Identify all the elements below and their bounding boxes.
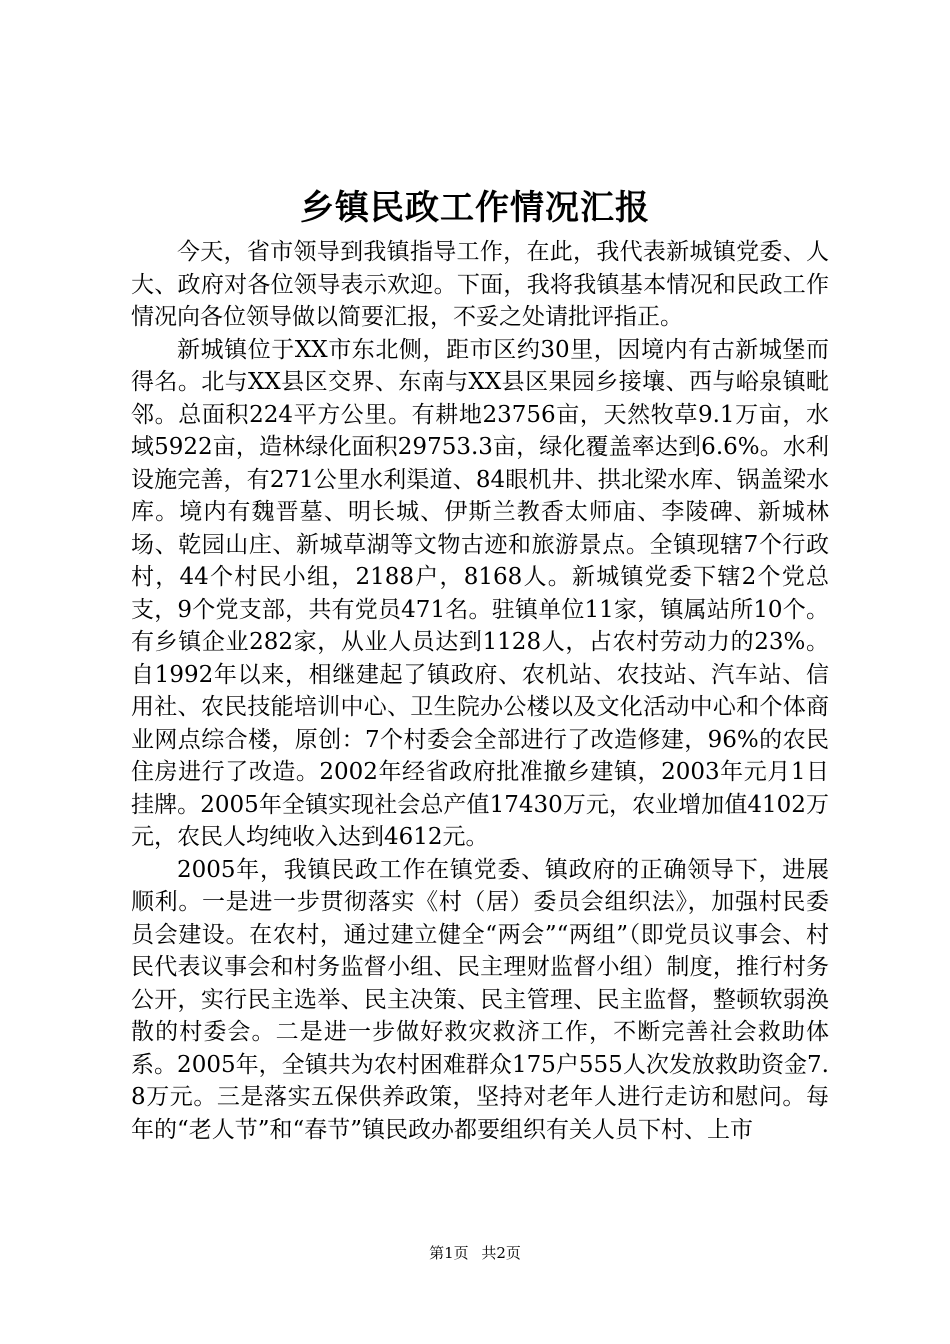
page-total: 共2页 bbox=[481, 1244, 521, 1262]
paragraph-town-overview: 新城镇位于XX市东北侧，距市区约30里，因境内有古新城堡而得名。北与XX县区交界、东南与XX县区果园乡接壤、西与峪泉镇毗邻。总面积224平方公里。有耕地23756亩，天然牧草9.1万亩，水域5922亩，造林绿化面积29753.3亩，绿化覆盖率达到6.6%。水利设施完善，有271公里水利渠道、84眼机井、拱北梁水库、锅盖梁水库。境内有魏晋墓、明长城、伊斯兰教香太师庙、李陵碑、新城林场、乾园山庄、新城草湖等文物古迹和旅游景点。全镇现辖7个行政村，44个村民小组，2188户，8168人。新城镇党委下辖2个党总支，9个党支部，共有党员471名。驻镇单位11家，镇属站所10个。有乡镇企业282家，从业人员达到1128人，占农村劳动力的23%。自1992年以来，相继建起了镇政府、农机站、农技站、汽车站、信用社、农民技能培训中心、卫生院办公楼以及文化活动中心和个体商业网点综合楼，原创：7个村委会全部进行了改造修建，96%的农民住房进行了改造。2002年经省政府批准撤乡建镇，2003年元月1日挂牌。2005年全镇实现社会总产值17430万元，农业增加值4102万元，农民人均纯收入达到4612元。 bbox=[131, 336, 829, 850]
document-title: 乡镇民政工作情况汇报 bbox=[300, 188, 650, 228]
paragraph-civil-affairs-work: 2005年，我镇民政工作在镇党委、镇政府的正确领导下，进展顺利。一是进一步贯彻落实《村（居）委员会组织法》，加强村民委员会建设。在农村，通过建立健全“两会”“两组”（即党员议事会、村民代表议事会和村务监督小组、民主理财监督小组）制度，推行村务公开，实行民主选举、民主决策、民主管理、民主监督，整顿软弱涣散的村委会。二是进一步做好救灾救济工作，不断完善社会救助体系。2005年，全镇共为农村困难群众175户555人次发放救助资金7.8万元。三是落实五保供养政策，坚持对老年人进行走访和慰问。每年的“老人节”和“春节”镇民政办都要组织有关人员下村、上市 bbox=[131, 856, 829, 1143]
page-footer bbox=[0, 1243, 950, 1263]
paragraph-intro: 今天，省市领导到我镇指导工作，在此，我代表新城镇党委、人大、政府对各位领导表示欢迎。下面，我将我镇基本情况和民政工作情况向各位领导做以简要汇报，不妥之处请批评指正。 bbox=[131, 239, 829, 330]
document-body bbox=[131, 236, 829, 1146]
page-number: 第1页 bbox=[429, 1244, 469, 1262]
